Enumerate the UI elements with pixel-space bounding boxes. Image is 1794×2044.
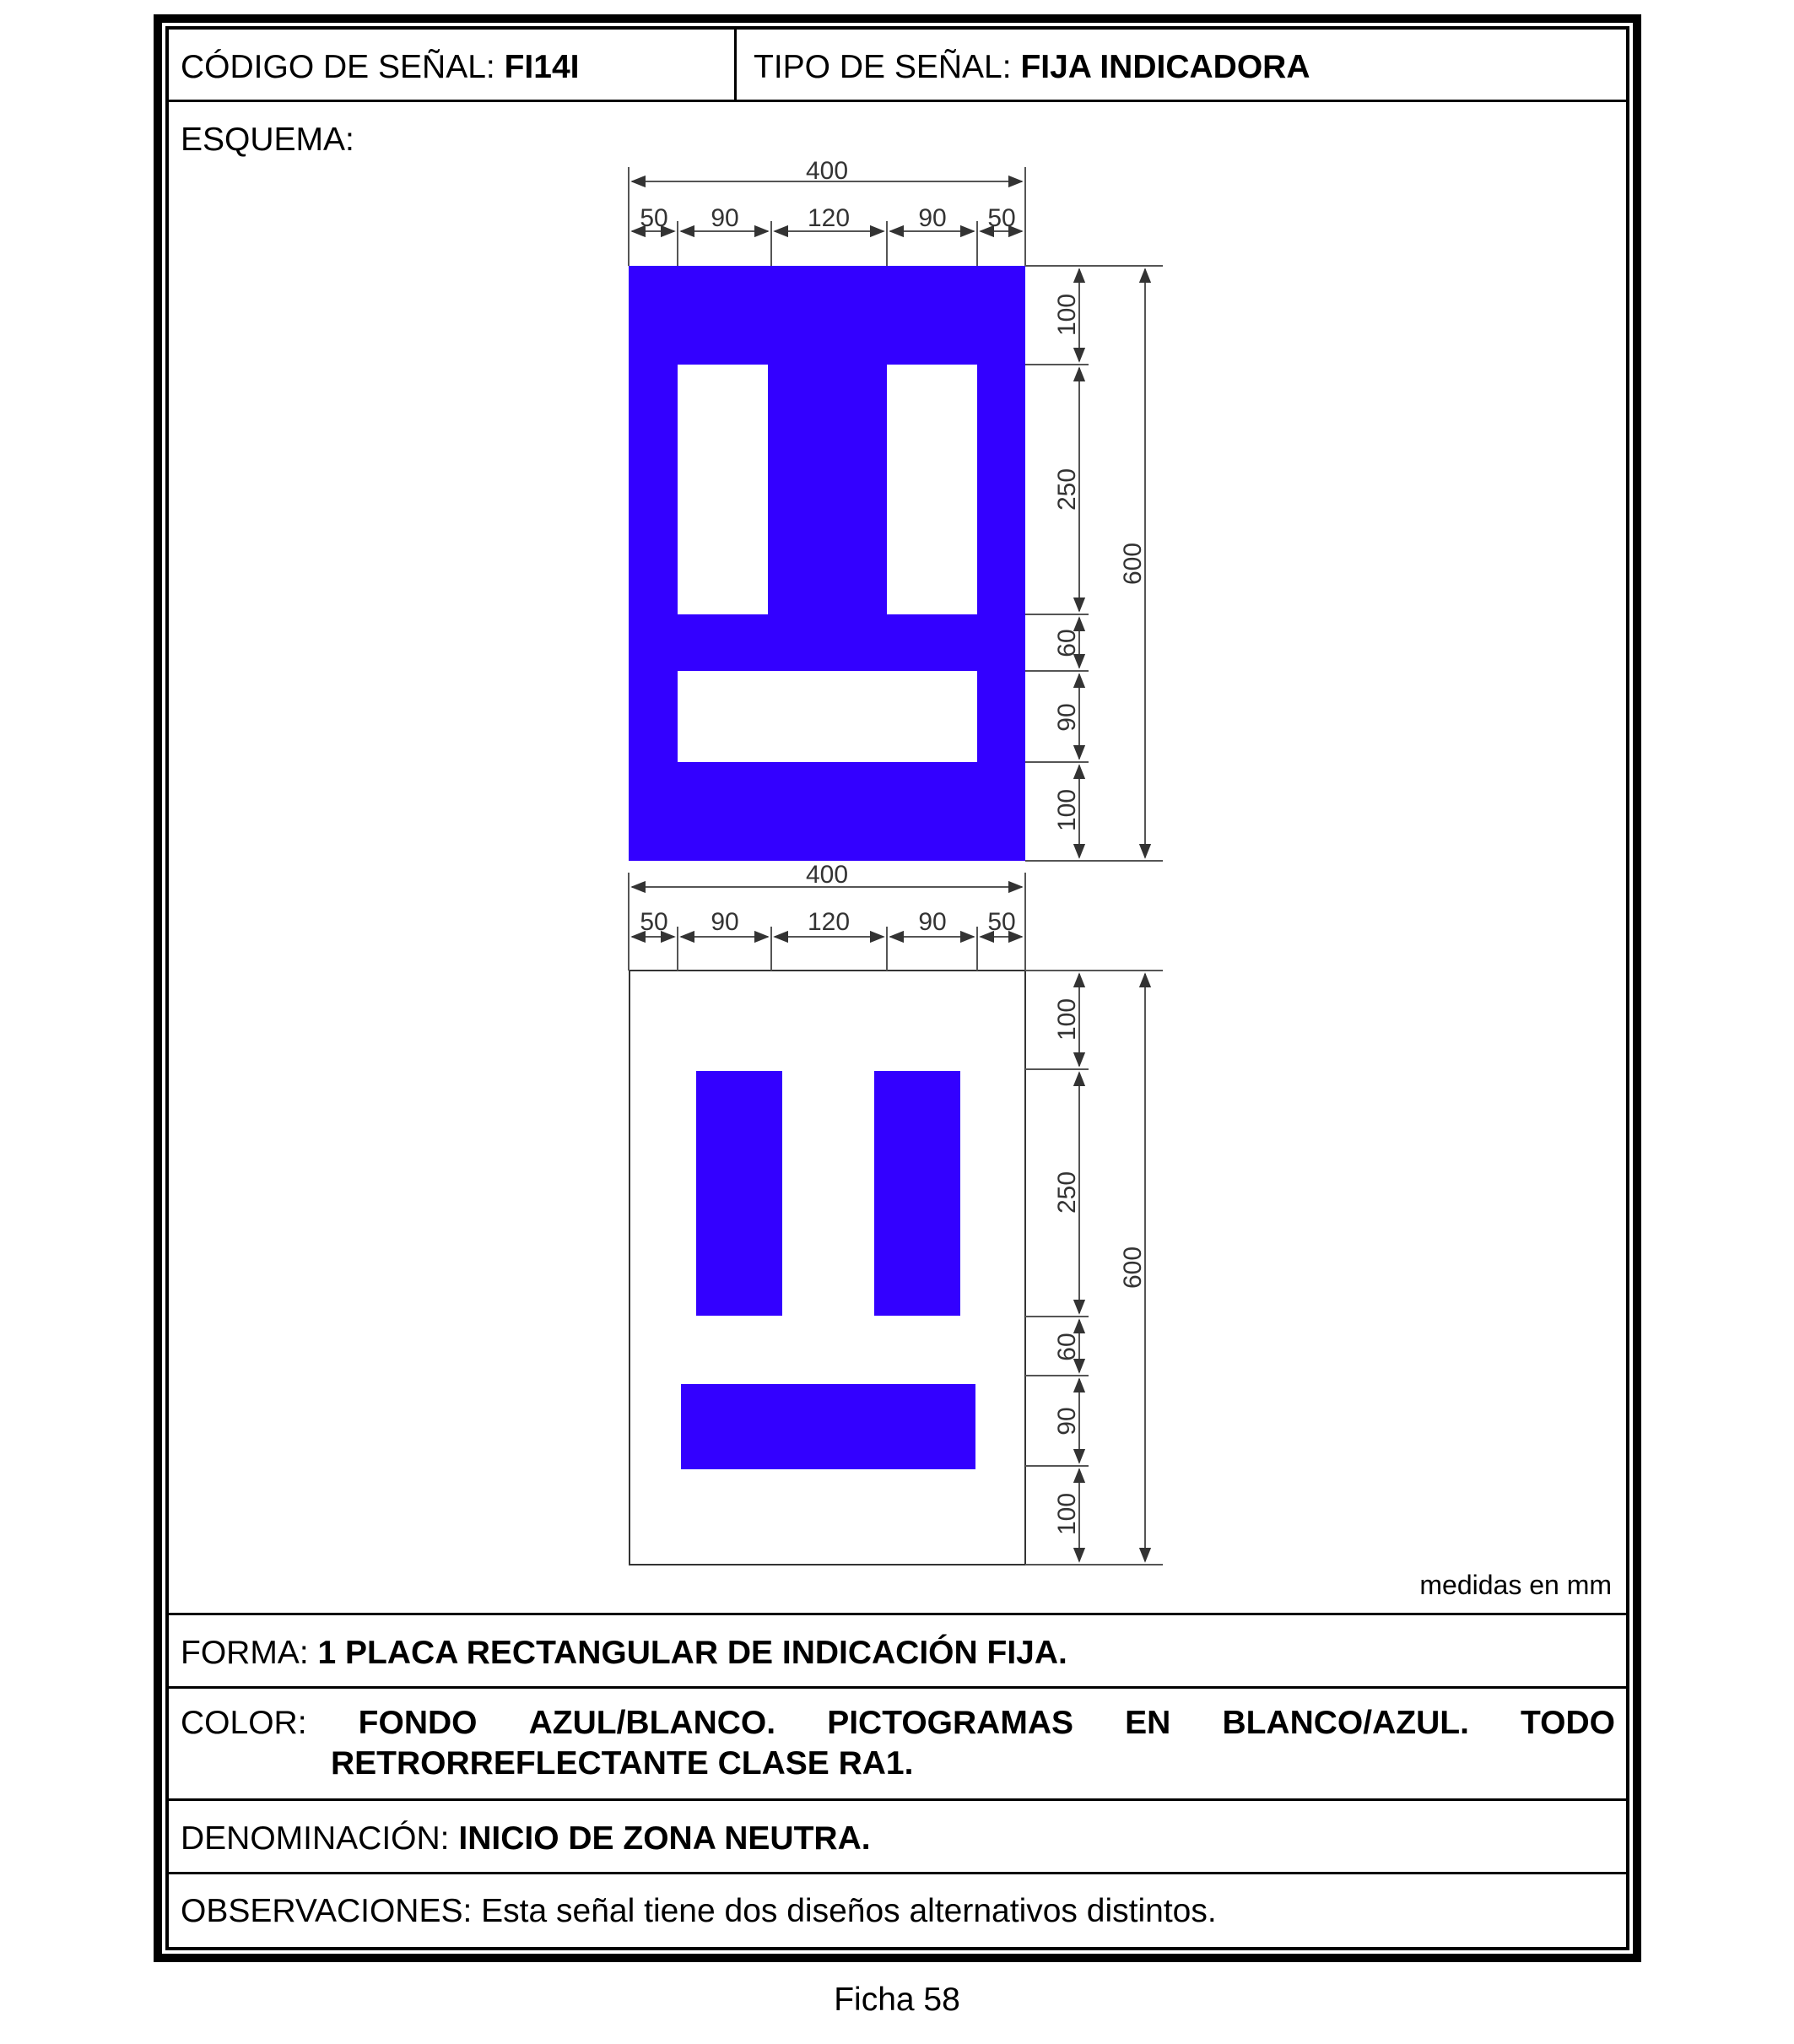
- dim-height-total: 600: [1119, 542, 1147, 586]
- dim-height-part: 100: [1053, 788, 1081, 832]
- right-blue-bar: [874, 1071, 960, 1316]
- dim-width-total: 400: [805, 157, 849, 185]
- color-word: BLANCO/AZUL.: [1222, 1705, 1469, 1741]
- signal-type-label: TIPO DE SEÑAL:: [754, 49, 1012, 85]
- color-line-1: [181, 1703, 1615, 1744]
- sign-design-blue-background: [629, 266, 1025, 861]
- dim-height-part: 90: [1053, 1407, 1081, 1436]
- white-plate: [630, 971, 1025, 1565]
- color-label: COLOR:: [181, 1705, 307, 1741]
- bottom-white-bar: [678, 671, 977, 762]
- dim-width-part: 90: [918, 204, 947, 232]
- dim-width-part: 90: [711, 204, 739, 232]
- page-footer: Ficha 58: [834, 1982, 960, 2018]
- dim-width-part: 50: [987, 204, 1016, 232]
- color-word: FONDO: [358, 1705, 478, 1741]
- observaciones-label: OBSERVACIONES:: [181, 1893, 473, 1929]
- dim-height-part: 90: [1053, 703, 1081, 732]
- right-white-bar: [887, 365, 977, 614]
- forma-row: [181, 1636, 1067, 1669]
- observaciones-value: Esta señal tiene dos diseños alternativos distintos.: [481, 1893, 1217, 1929]
- observaciones-row: [181, 1895, 1217, 1928]
- dim-width-total: 400: [805, 861, 849, 889]
- dim-width-part: 90: [918, 908, 947, 936]
- dim-height-part: 250: [1053, 468, 1081, 511]
- dim-height-total: 600: [1119, 1246, 1147, 1290]
- denominacion-label: DENOMINACIÓN:: [181, 1820, 450, 1857]
- dim-width-part: 50: [640, 204, 668, 232]
- color-word: EN: [1125, 1705, 1171, 1741]
- sign-design-white-background: [630, 971, 1025, 1565]
- schema-label: ESQUEMA:: [181, 122, 354, 158]
- color-line-2: RETRORREFLECTANTE CLASE RA1.: [331, 1745, 914, 1782]
- dim-height-part: 100: [1053, 293, 1081, 337]
- color-word: PICTOGRAMAS: [827, 1705, 1073, 1741]
- denominacion-row: [181, 1822, 871, 1855]
- dim-width-part: 50: [640, 908, 668, 936]
- color-word: AZUL/BLANCO.: [528, 1705, 776, 1741]
- left-white-bar: [678, 365, 768, 614]
- forma-label: FORMA:: [181, 1635, 309, 1671]
- units-note: medidas en mm: [1419, 1570, 1612, 1600]
- dim-height-part: 60: [1053, 629, 1081, 657]
- signal-type-value: FIJA INDICADORA: [1020, 49, 1310, 85]
- dim-height-part: 100: [1053, 1492, 1081, 1536]
- dim-width-part: 120: [807, 908, 851, 936]
- signal-code-value: FI14I: [504, 49, 580, 85]
- color-row: [181, 1703, 1615, 1784]
- bottom-blue-bar: [681, 1384, 975, 1469]
- dim-width-part: 120: [807, 204, 851, 232]
- left-blue-bar: [696, 1071, 782, 1316]
- signal-code-label: CÓDIGO DE SEÑAL:: [181, 49, 495, 85]
- denominacion-value: INICIO DE ZONA NEUTRA.: [458, 1820, 871, 1857]
- dim-width-part: 90: [711, 908, 739, 936]
- dim-height-part: 250: [1053, 1171, 1081, 1214]
- forma-value: 1 PLACA RECTANGULAR DE INDICACIÓN FIJA.: [317, 1635, 1067, 1671]
- dim-height-part: 100: [1053, 998, 1081, 1041]
- color-word: TODO: [1521, 1705, 1615, 1741]
- dim-width-part: 50: [987, 908, 1016, 936]
- dim-height-part: 60: [1053, 1333, 1081, 1361]
